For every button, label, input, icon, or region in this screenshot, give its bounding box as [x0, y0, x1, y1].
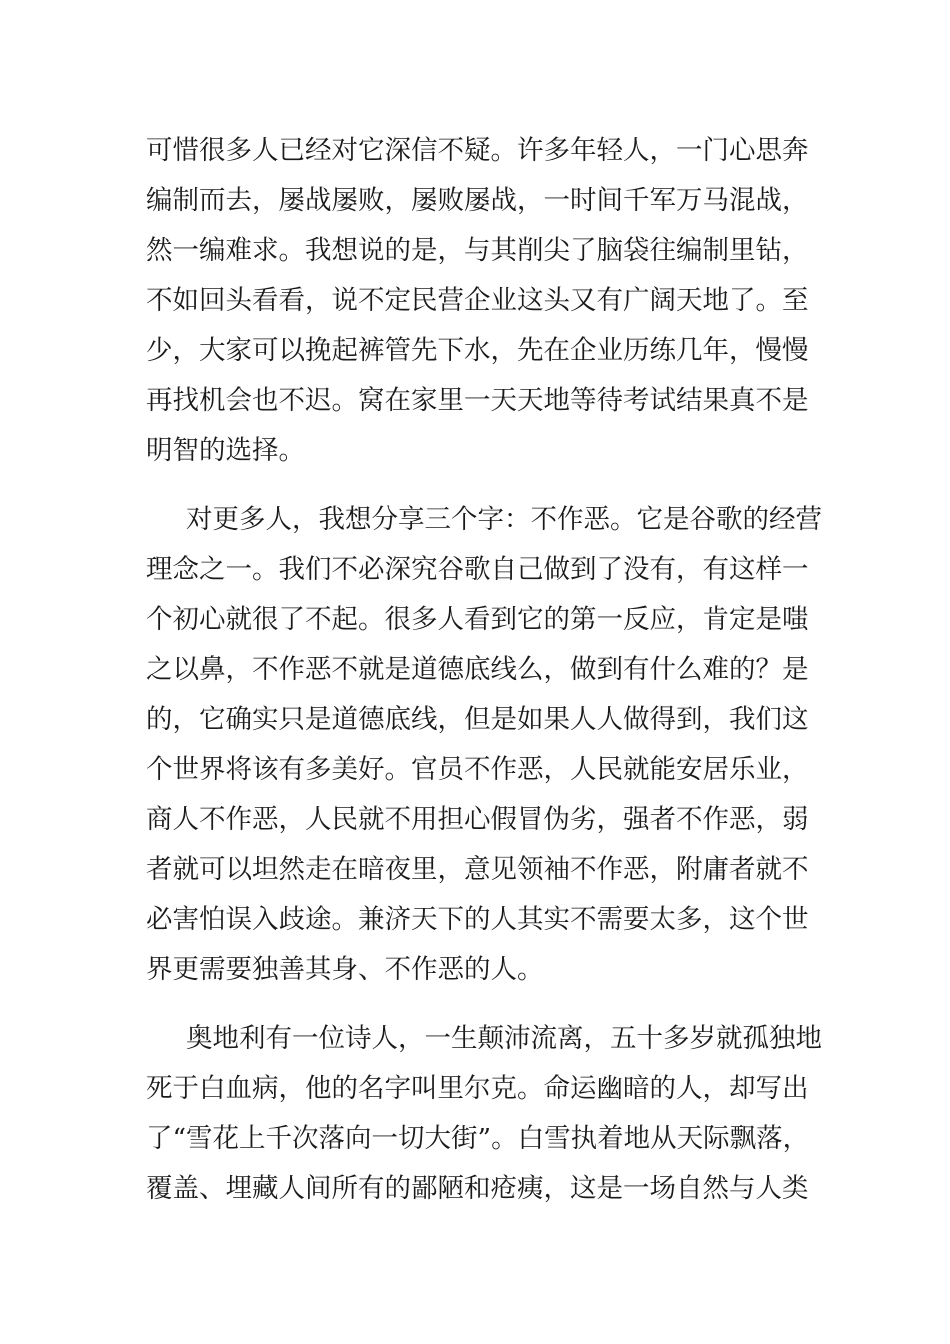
text-line: 覆盖、埋藏人间所有的鄙陋和疮痍，这是一场自然与人类 — [146, 1173, 809, 1204]
text-line: 可惜很多人已经对它深信不疑。许多年轻人，一门心思奔 — [146, 135, 809, 166]
text-line: 之以鼻，不作恶不就是道德底线么，做到有什么难的？是 — [146, 654, 809, 685]
paragraph-1 — [146, 126, 809, 476]
text-line: 界更需要独善其身、不作恶的人。 — [146, 954, 544, 985]
text-line: 对更多人，我想分享三个字：不作恶。它是谷歌的经营 — [186, 504, 822, 535]
text-line: 理念之一。我们不必深究谷歌自己做到了没有，有这样一 — [146, 554, 809, 585]
text-line: 少，大家可以挽起裤管先下水，先在企业历练几年，慢慢 — [146, 335, 809, 366]
text-line: 者就可以坦然走在暗夜里，意见领袖不作恶，附庸者就不 — [146, 854, 809, 885]
document-body — [146, 126, 822, 1233]
text-line: 奥地利有一位诗人，一生颠沛流离，五十多岁就孤独地 — [186, 1023, 822, 1054]
text-line: 必害怕误入歧途。兼济天下的人其实不需要太多，这个世 — [146, 904, 809, 935]
text-line: 商人不作恶，人民就不用担心假冒伪劣，强者不作恶，弱 — [146, 804, 809, 835]
text-line: 的，它确实只是道德底线，但是如果人人做得到，我们这 — [146, 704, 809, 735]
text-line: 编制而去，屡战屡败，屡败屡战，一时间千军万马混战， — [146, 185, 809, 216]
text-line: 个初心就很了不起。很多人看到它的第一反应，肯定是嗤 — [146, 604, 809, 635]
paragraph-3 — [146, 1014, 822, 1214]
text-line: 然一编难求。我想说的是，与其削尖了脑袋往编制里钻， — [146, 235, 809, 266]
text-line: 明智的选择。 — [146, 435, 305, 466]
text-line: 不如回头看看，说不定民营企业这头又有广阔天地了。至 — [146, 285, 809, 316]
paragraph-2 — [146, 495, 822, 995]
text-line: 再找机会也不迟。窝在家里一天天地等待考试结果真不是 — [146, 385, 809, 416]
text-line: 死于白血病，他的名字叫里尔克。命运幽暗的人，却写出 — [146, 1073, 809, 1104]
text-line: 个世界将该有多美好。官员不作恶，人民就能安居乐业， — [146, 754, 809, 785]
text-line: 了“雪花上千次落向一切大街”。白雪执着地从天际飘落， — [146, 1123, 810, 1154]
